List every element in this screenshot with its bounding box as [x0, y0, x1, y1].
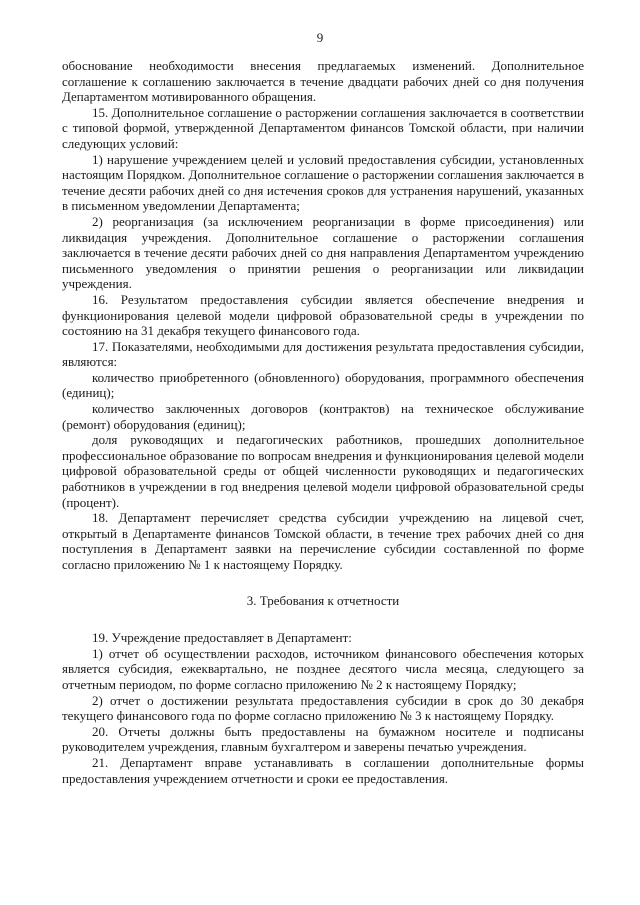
- document-body: [62, 58, 584, 786]
- paragraph-21: 21. Департамент вправе устанавливать в соглашении дополнительные формы предоставления учреждением отчетности и сроки ее предоставления.: [62, 754, 584, 786]
- paragraph-17-indicator-2: количество заключенных договоров (контрактов) на техническое обслуживание (ремонт) оборудования (единиц);: [62, 401, 584, 432]
- paragraph-19-item-1: 1) отчет об осуществлении расходов, источником финансового обеспечения которых является субсидия, ежеквартально, не позднее десятого числа месяца, следующего за отчетным периодом, по форме согласно приложению № 2 к настоящему Порядку;: [62, 645, 584, 692]
- page-number: 9: [316, 30, 324, 45]
- paragraph-15: 15. Дополнительное соглашение о расторжении соглашения заключается в соответствии с типовой формой, утвержденной Департаментом финансов Томской области, при наличии следующих условий:: [62, 104, 584, 151]
- paragraph-18: 18. Департамент перечисляет средства субсидии учреждению на лицевой счет, открытый в Департаменте финансов Томской области, в течение трех рабочих дней со дня поступления в Департамент заявки на перечисление субсидии составленной по форме согласно приложению № 1 к настоящему Порядку.: [62, 510, 584, 572]
- paragraph-16: 16. Результатом предоставления субсидии является обеспечение внедрения и функционирования целевой модели цифровой образовательной среды в учреждении по состоянию на 31 декабря текущего финансового года.: [62, 291, 584, 339]
- paragraph-15-item-2: 2) реорганизация (за исключением реорганизации в форме присоединения) или ликвидация учреждения. Дополнительное соглашение о расторжении соглашения заключается в течение десяти рабочих дней со дня направления Департаментом учреждению письменного уведомления о принятии решения о реорганизации или ликвидации учреждения.: [62, 213, 584, 292]
- paragraph-17: 17. Показателями, необходимыми для достижения результата предоставления субсидии, являются:: [62, 338, 584, 370]
- paragraph-17-indicator-1: количество приобретенного (обновленного) оборудования, программного обеспечения (единиц);: [62, 369, 584, 401]
- paragraph-continuation: обоснование необходимости внесения предлагаемых изменений. Дополнительное соглашение к соглашению заключается в течение двадцати рабочих дней со дня получения Департаментом мотивированного обращения.: [62, 58, 584, 105]
- paragraph-17-indicator-3: доля руководящих и педагогических работников, прошедших дополнительное профессиональное образование по вопросам внедрения и функционирования целевой модели цифровой образовательной среды от общей численности руководящих и педагогических работников в учреждении в год внедрения целевой модели цифровой образовательной среды (процент).: [62, 432, 584, 510]
- paragraph-15-item-1: 1) нарушение учреждением целей и условий предоставления субсидии, установленных настоящим Порядком. Дополнительное соглашение о расторжении соглашения заключается в течение десяти рабочих дней со дня истечения сроков для устранения нарушений, указанных в письменном уведомлении Департамента;: [62, 151, 584, 214]
- paragraph-19: 19. Учреждение предоставляет в Департамент:: [92, 630, 352, 646]
- paragraph-20: 20. Отчеты должны быть предоставлены на бумажном носителе и подписаны руководителем учреждения, главным бухгалтером и заверены печатью учреждения.: [62, 723, 584, 755]
- paragraph-19-item-2: 2) отчет о достижении результата предоставления субсидии в срок до 30 декабря текущего финансового года по форме согласно приложению № 3 к настоящему Порядку.: [62, 692, 584, 724]
- section-heading: 3. Требования к отчетности: [246, 592, 400, 608]
